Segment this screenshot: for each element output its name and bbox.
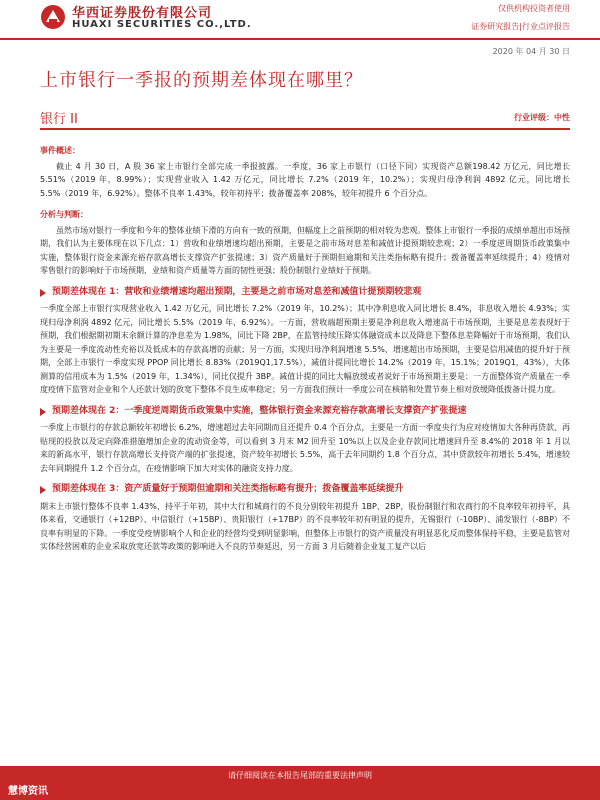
- point-heading-1: [40, 286, 570, 300]
- industry-rating: 行业评级：中性: [514, 113, 570, 122]
- bullet-arrow-icon: [40, 408, 46, 416]
- point-heading-2: [40, 405, 570, 419]
- sector-name: 银行 II: [40, 112, 78, 127]
- analysis-label: 分析与判断：: [40, 210, 88, 219]
- point-body-3: 期末上市银行整体不良率 1.43%，持平于年初，其中大行和城商行的不良分别较年初提升 1BP、2BP，股份制银行和农商行的不良率较年初持平，具体来看，交通银行（+12BP）、中信银行（+15BP）、贵阳银行（+17BP）的不良率较年初有明显的提升，无锡银行（-10BP）、浦发银行（-8BP）不良率有明显的下降。一季度受疫情影响个人和企业的经营均受到明显影响，但整体上市银行的资产质量没有明显恶化反而整体保持平稳，主要是监管对实体经营困难的企业采取放宽还款等政策的影响进入不良的节奏延迟，另一方面 3 月后随着企业复工复产以后: [40, 501, 570, 551]
- point-heading-text: 预期差体现在 3：资产质量好于预期但逾期和关注类指标略有提升；拨备覆盖率延续提升: [52, 484, 404, 494]
- title-divider: [40, 128, 570, 130]
- bullet-arrow-icon: [40, 289, 46, 297]
- event-overview-text: 截止 4 月 30 日，A 股 36 家上市银行全部完成一季报披露。一季度，36 家上市银行（口径下同）实现资产总额198.42 万亿元，同比增长 5.51%（2019 年，8.99%）；实现营业收入 1.42 万亿元，同比增长 7.2%（2019 年，10.2%）；实现归母净利润 4892 亿元，同比增长 5.5%（2019 年，6.92%）。整体不良率 1.43%，较年初持平；拨备覆盖率 208%，较年初提升 6 个百分点。: [40, 161, 570, 198]
- brand-name-en: HUAXI SECURITIES CO.,LTD.: [72, 19, 252, 30]
- legal-notice: 请仔细阅读在本报告尾部的重要法律声明: [228, 771, 372, 780]
- header-divider: [0, 38, 600, 40]
- document-type: 证券研究报告|行业点评报告: [471, 22, 570, 31]
- bullet-arrow-icon: [40, 486, 46, 494]
- footer-watermark-brand: 慧博资讯: [8, 786, 48, 797]
- event-overview-label: 事件概述：: [40, 146, 80, 155]
- point-body-1: 一季度全部上市银行实现营业收入 1.42 万亿元，同比增长 7.2%（2019 年，10.2%）；其中净利息收入同比增长 8.4%，非息收入增长 4.93%；实现归母净利润 4892 亿元，同比增长 5.5%（2019 年，6.92%）。一方面，营收端超预期主要是净利息收入增速高于市场预期，主要是息差表现好于预期，我们根据期初期末余额计算的净息差为 1.98%，同比下降 2BP，在监管持续压降实体融资成本以及降息下整体息差降幅好于市场预期，我们认为主要是一季度流动性充裕以及低成本的存款高增的贡献；另一方面，实现归母净利润增速 5.5%，增速超出市场预期，主要是信用减值的提升好于预期，全部上市银行一季度实现 PPOP 同比增长 8.83%（2019Q1,17.5%），减值计提同比增长 14.2%（2019 年，15.1%；2019Q1，43%），大体测算的信用成本为 1.5%（2019 年，1.34%），同比仅提升 3BP。减值计提的同比大幅放缓或者说好于市场预期主要是：一方面整体资产质量在一季度疫情下监管对企业和个人还款计划的放宽下整体不良生成率稳定；另一方面我们预计一季度公司在核销和处置节奏上相对放缓降低拨备计提力度。: [40, 304, 570, 394]
- audience-tagline: 仅供机构投资者使用: [498, 4, 570, 13]
- brand-name-cn: 华西证券股份有限公司: [72, 6, 213, 21]
- report-date: 2020 年 04 月 30 日: [492, 47, 570, 56]
- analysis-text: 虽然市场对银行一季度和今年的整体业绩下滑的方向有一致的预期，但幅度上之前预期的相对较为悲观。整体上市银行一季报的成绩单超出市场预期，我们认为主要体现在以下几点：1）营收和业绩增速均超出预期，主要是之前市场对息差和减值计提预期较悲观；2）一季度逆周期货币政策集中实施，整体银行资金来源充裕存款高增长支撑资产扩张提速；3）资产质量好于预期但逾期和关注类指标略有提升；拨备覆盖率延续提升；4）疫情对零售银行的影响好于市场预期，业绩和资产质量等方面的韧性更强；股份制银行业绩好于预期。: [40, 225, 570, 275]
- huaxi-logo-icon: [40, 4, 66, 30]
- point-heading-text: 预期差体现在 2：一季度逆周期货币政策集中实施，整体银行资金来源充裕存款高增长支撑资产扩张提速: [52, 405, 467, 416]
- report-body: [40, 140, 570, 562]
- point-body-2: 一季度上市银行的存款总额较年初增长 6.2%，增速超过去年同期而且还提升 0.4 个百分点，主要是一方面一季度央行为应对疫情加大各种再贷款、再贴现的投放以及定向降准措施增加企业的流动资金等，可以看到 3 月末 M2 回升至 10%以上以及企业存款同比增速回升至 8.4%的 2018 年 1 月以来的新高水平，银行存款高增长支持资产端的扩张提速，资产较年初增长 5.5%，高于去年同期约 1.8 个百分点，其中贷款较年初增长 5.4%，增速较去年同期提升 1.2 个百分点，在疫情影响下加大对实体的融资支持力度。: [40, 423, 570, 473]
- point-heading-3: [40, 483, 570, 497]
- point-heading-text: 预期差体现在 1：营收和业绩增速均超出预期，主要是之前市场对息差和减值计提预期较悲观: [52, 286, 422, 297]
- report-title: 上市银行一季报的预期差体现在哪里？: [40, 70, 363, 91]
